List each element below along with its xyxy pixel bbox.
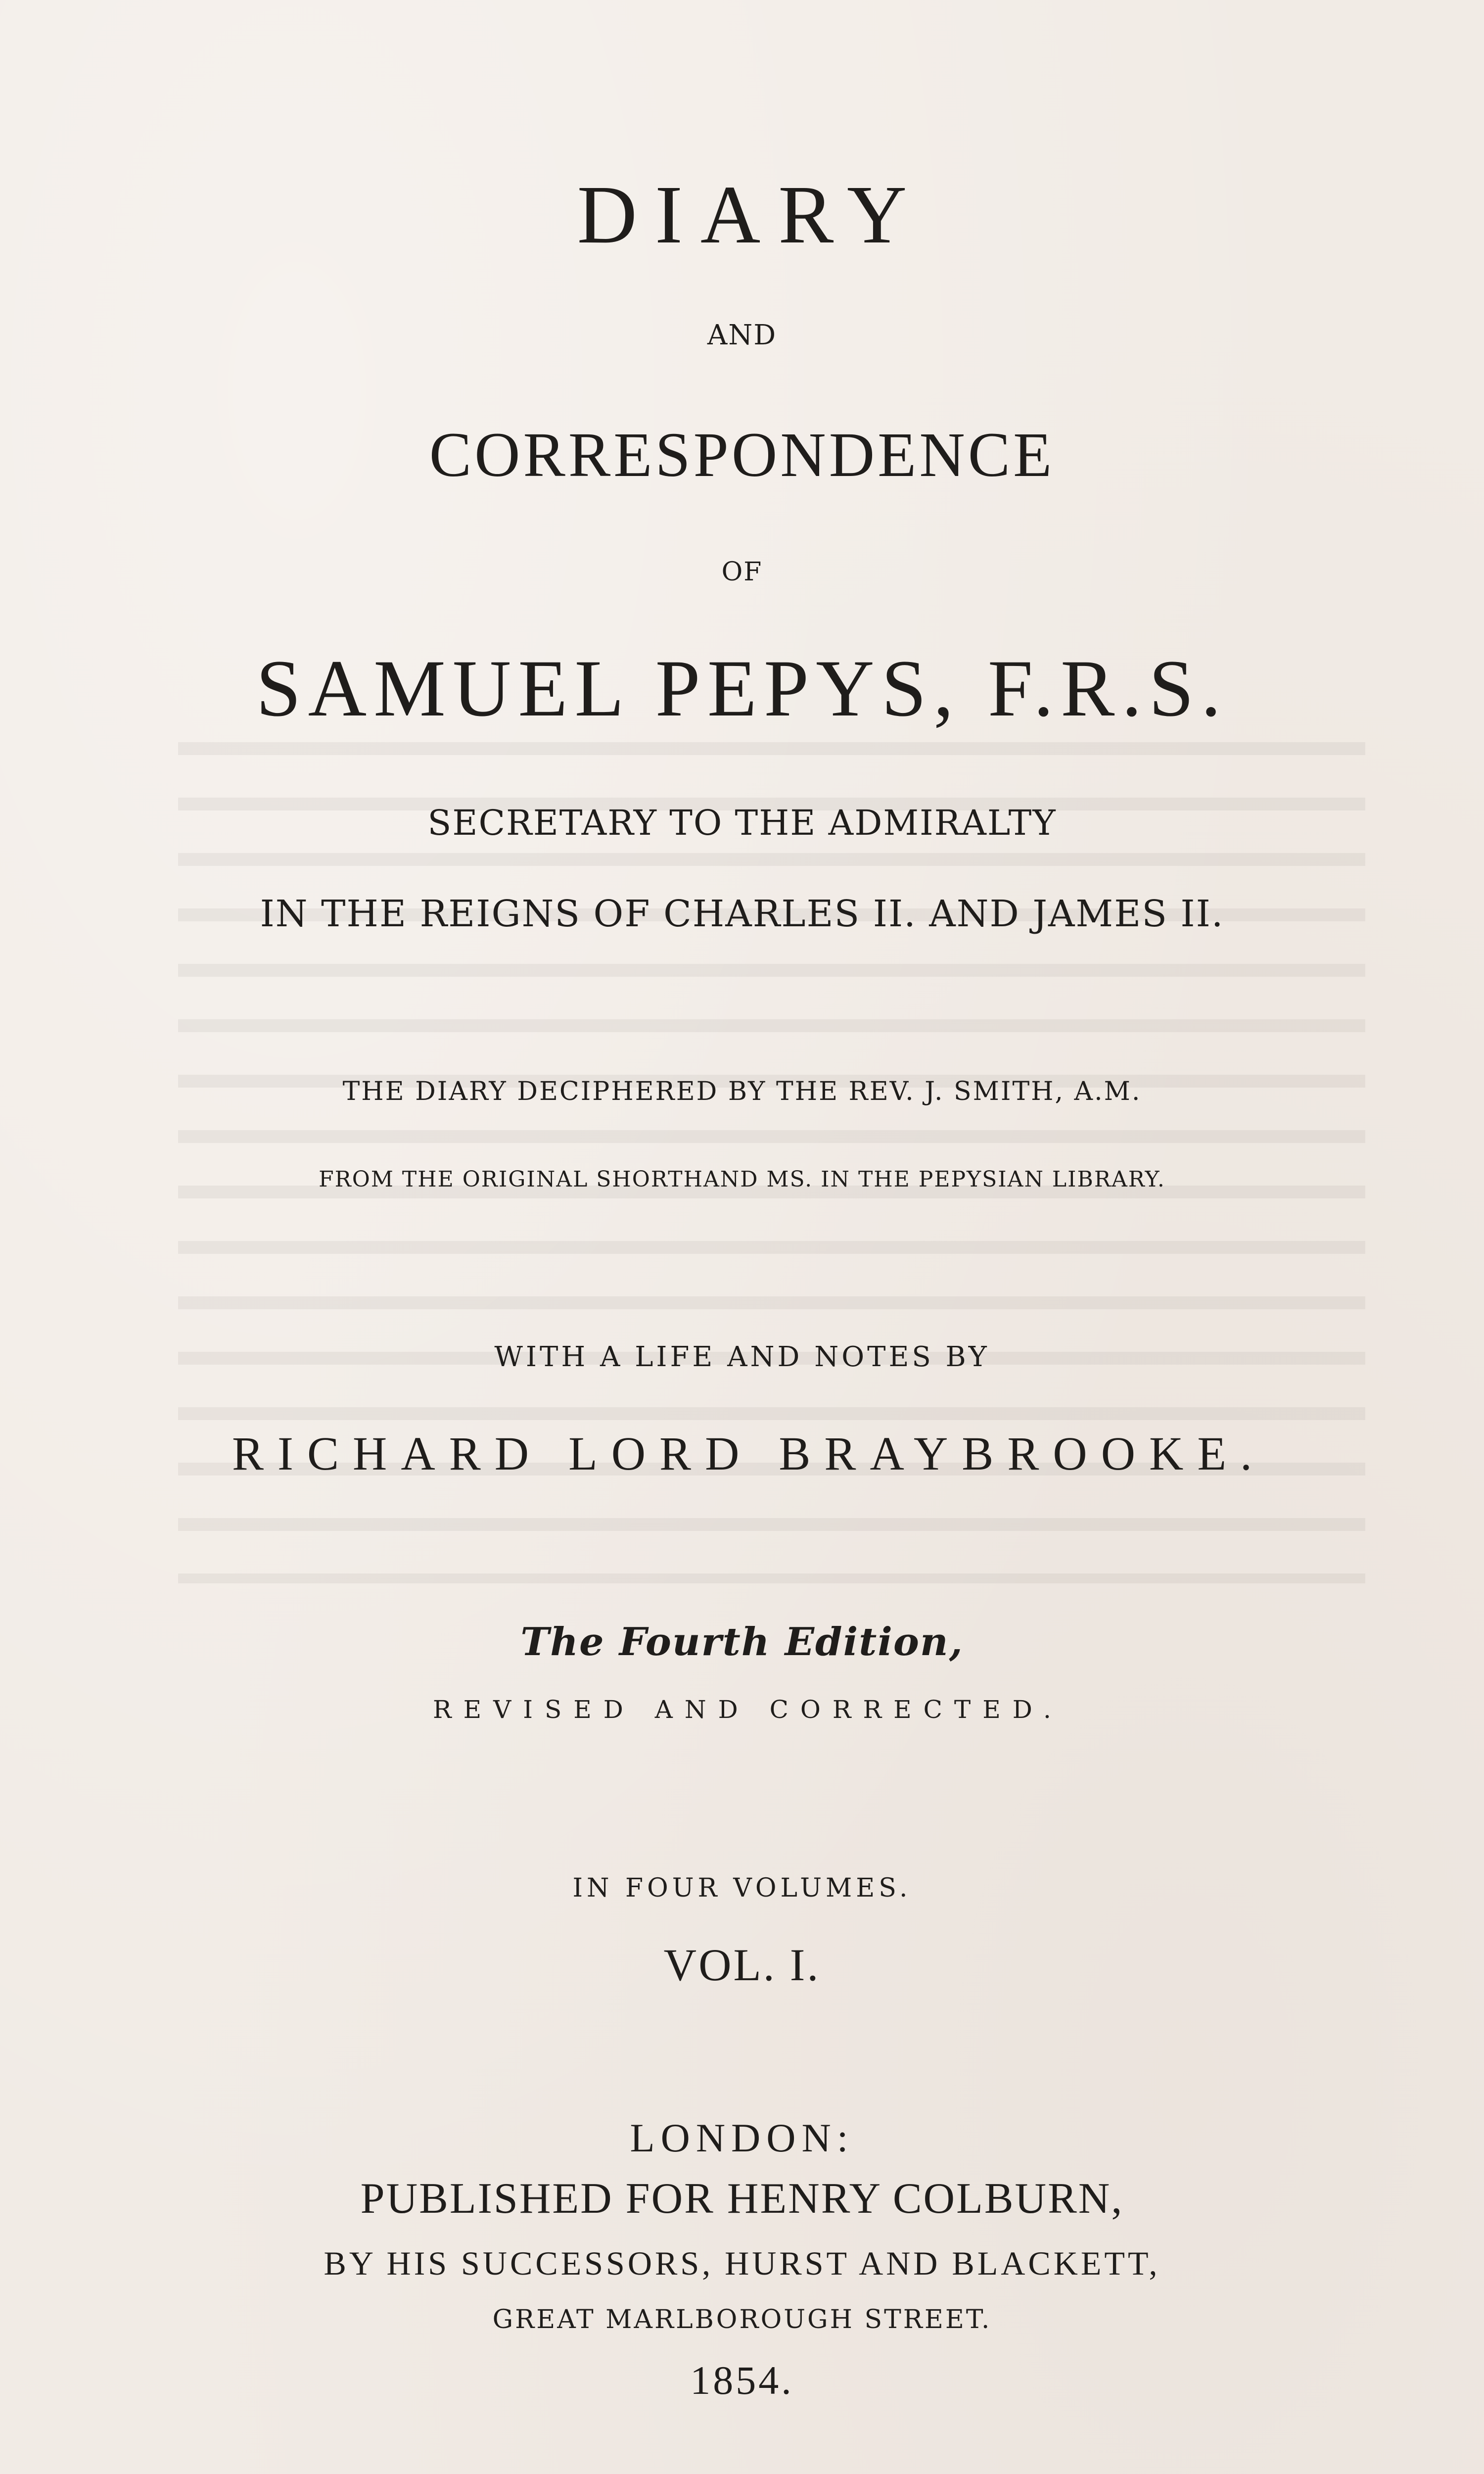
book-subtitle: CORRESPONDENCE	[429, 420, 1055, 490]
imprint-street: GREAT MARLBOROUGH STREET.	[492, 2305, 992, 2334]
volume-number: VOL. I.	[663, 1940, 821, 1990]
author-position-line-1: SECRETARY TO THE ADMIRALTY	[427, 803, 1057, 843]
revised-statement: REVISED AND CORRECTED.	[433, 1695, 1063, 1724]
editor-name: RICHARD LORD BRAYBROOKE.	[232, 1427, 1266, 1480]
edition-statement: The Fourth Edition,	[520, 1619, 964, 1665]
life-and-notes-line: WITH A LIFE AND NOTES BY	[494, 1341, 990, 1373]
author-position-line-2: IN THE REIGNS OF CHARLES II. AND JAMES II.	[260, 893, 1224, 935]
imprint-city: LONDON:	[630, 2115, 854, 2160]
volume-count: IN FOUR VOLUMES.	[572, 1873, 912, 1903]
preposition-of: OF	[721, 557, 763, 587]
imprint-year: 1854.	[690, 2358, 794, 2403]
source-manuscript-line: FROM THE ORIGINAL SHORTHAND MS. IN THE PEPYSIAN LIBRARY.	[319, 1167, 1165, 1192]
book-title: DIARY	[577, 169, 925, 261]
imprint-successors: BY HIS SUCCESSORS, HURST AND BLACKETT,	[324, 2244, 1160, 2282]
deciphered-by-line: THE DIARY DECIPHERED BY THE REV. J. SMITH, A.M.	[342, 1077, 1142, 1106]
imprint-publisher: PUBLISHED FOR HENRY COLBURN,	[360, 2175, 1124, 2223]
author-name: SAMUEL PEPYS, F.R.S.	[256, 644, 1228, 733]
conjunction-and: AND	[707, 319, 777, 351]
